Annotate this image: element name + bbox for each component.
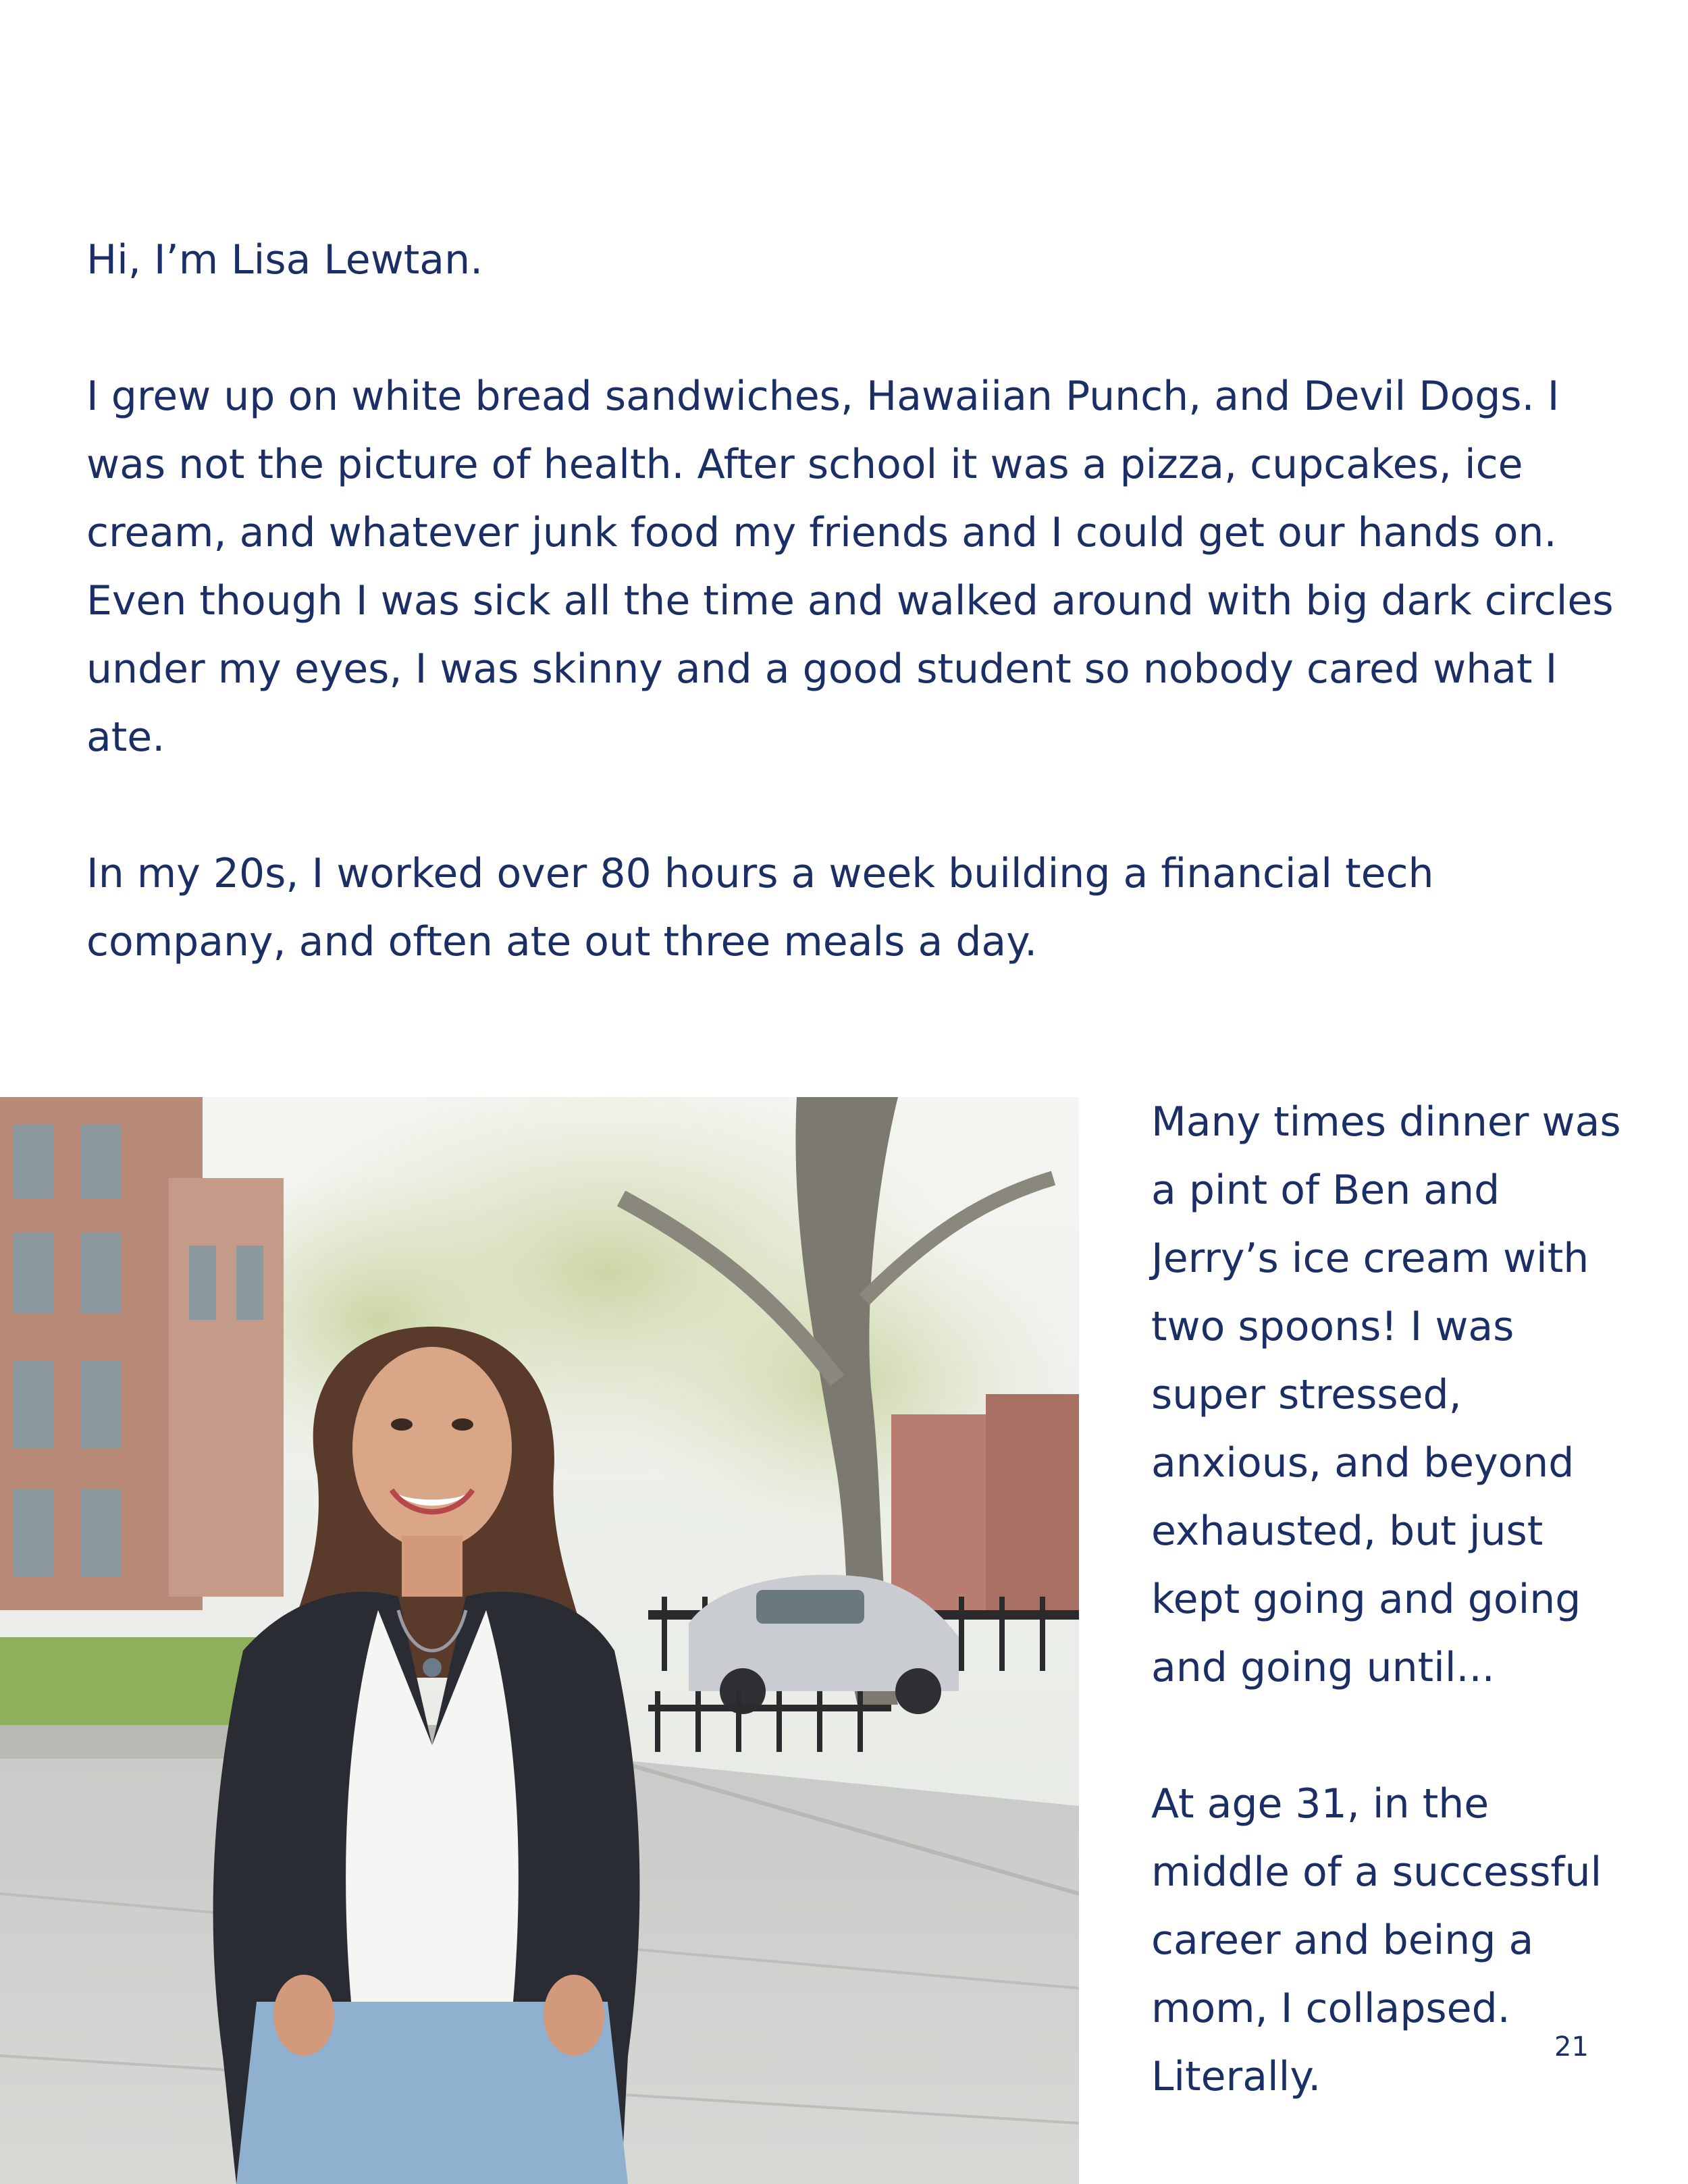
- side-paragraph-1: Many times dinner was a pint of Ben and Jerry’s ice cream with two spoons! I was super stressed, anxious, and beyond exhausted, but just kept going and going and going until...: [1151, 1098, 1621, 1691]
- page-number: 21: [1554, 2031, 1589, 2062]
- intro-text: [86, 226, 1633, 976]
- side-text: [1151, 1088, 1637, 2111]
- greeting: Hi, I’m Lisa Lewtan.: [86, 236, 483, 284]
- side-paragraph-2: At age 31, in the middle of a successful career and being a mom, I collapsed. Literally.: [1151, 1780, 1602, 2100]
- portrait-photo: [0, 1097, 1079, 2184]
- intro-paragraph-1: I grew up on white bread sandwiches, Hawaiian Punch, and Devil Dogs. I was not the picture of health. After school it was a pizza, cupcakes, ice cream, and whatever junk food my friends and I could get our hands on. Even though I was sick all the time and walked around with big dark circles under my eyes, I was skinny and a good student so nobody cared what I ate.: [86, 373, 1614, 761]
- intro-paragraph-2: In my 20s, I worked over 80 hours a week building a financial tech company, and often ate out three meals a day.: [86, 850, 1434, 965]
